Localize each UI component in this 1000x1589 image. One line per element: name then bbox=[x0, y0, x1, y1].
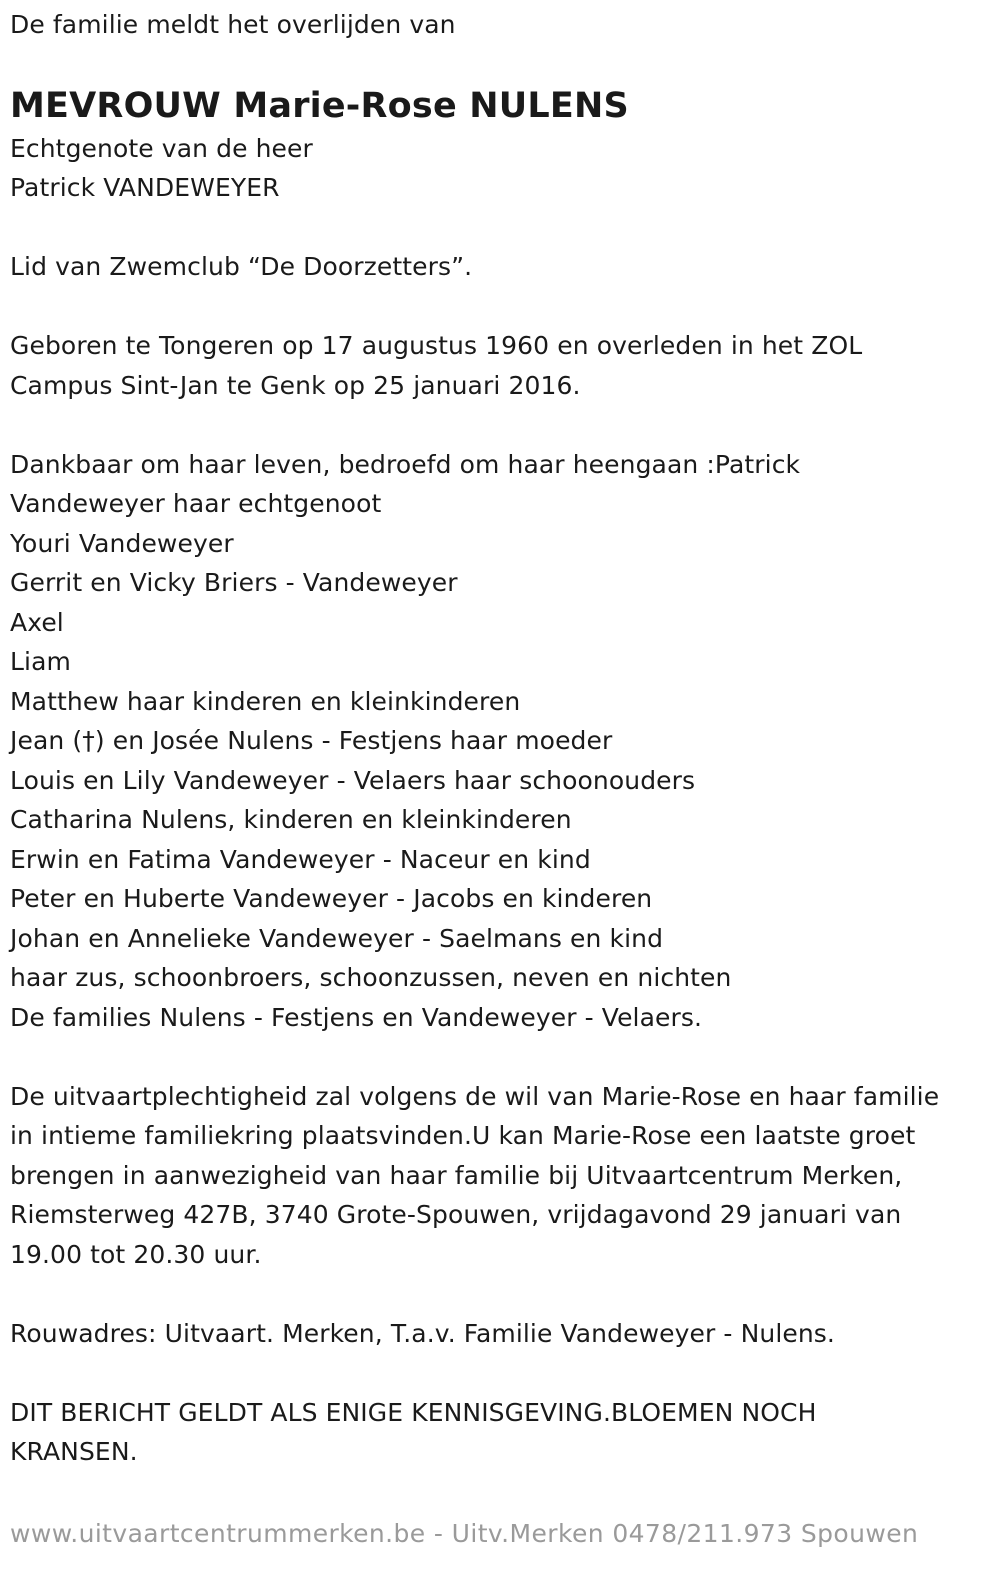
ceremony-line: 19.00 tot 20.30 uur. bbox=[10, 1239, 262, 1269]
mourner-line: De families Nulens - Festjens en Vandeweyer - Velaers. bbox=[10, 1002, 703, 1032]
ceremony-line: Riemsterweg 427B, 3740 Grote-Spouwen, vrijdagavond 29 januari van bbox=[10, 1200, 902, 1229]
spacer bbox=[10, 208, 995, 248]
spouse-line: Echtgenote van de heer bbox=[10, 133, 313, 163]
mourner-line: Johan en Annelieke Vandeweyer - Saelmans en kind bbox=[10, 923, 664, 953]
mourner-line: Youri Vandeweyer bbox=[10, 528, 234, 558]
spouse-name: Patrick VANDEWEYER bbox=[10, 173, 280, 202]
mourner-line: Erwin en Fatima Vandeweyer - Naceur en kind bbox=[10, 844, 591, 874]
mourning-address: Rouwadres: Uitvaart. Merken, T.a.v. Familie Vandeweyer - Nulens. bbox=[10, 1318, 835, 1348]
spacer bbox=[10, 287, 995, 327]
mourner-line: Vandeweyer haar echtgenoot bbox=[10, 489, 382, 518]
mourner-line: haar zus, schoonbroers, schoonzussen, neven en nichten bbox=[10, 963, 732, 992]
spacer bbox=[10, 405, 995, 445]
ceremony-line: in intieme familiekring plaatsvinden.U kan Marie-Rose een laatste groet bbox=[10, 1121, 916, 1150]
footer-credit: www.uitvaartcentrummerken.be - Uitv.Merken 0478/211.973 Spouwen bbox=[10, 1519, 919, 1548]
closing-line: DIT BERICHT GELDT ALS ENIGE KENNISGEVING.BLOEMEN NOCH bbox=[10, 1397, 817, 1427]
obituary-notice bbox=[10, 0, 995, 1472]
mourner-line: Peter en Huberte Vandeweyer - Jacobs en kinderen bbox=[10, 884, 653, 913]
ceremony-line: De uitvaartplechtigheid zal volgens de wil van Marie-Rose en haar familie bbox=[10, 1081, 940, 1111]
spacer bbox=[10, 1353, 995, 1393]
mourner-line: Dankbaar om haar leven, bedroefd om haar heengaan :Patrick bbox=[10, 449, 801, 479]
spacer bbox=[10, 1037, 995, 1077]
birth-death-line: Campus Sint-Jan te Genk op 25 januari 2016. bbox=[10, 370, 581, 400]
mourner-line: Matthew haar kinderen en kleinkinderen bbox=[10, 686, 521, 716]
mourner-line: Louis en Lily Vandeweyer - Velaers haar schoonouders bbox=[10, 765, 696, 795]
spacer bbox=[10, 1274, 995, 1314]
mourner-line: Jean (†) en Josée Nulens - Festjens haar moeder bbox=[10, 726, 613, 755]
membership-text: Lid van Zwemclub “De Doorzetters”. bbox=[10, 252, 473, 281]
closing-line: KRANSEN. bbox=[10, 1437, 138, 1466]
birth-death-line: Geboren te Tongeren op 17 augustus 1960 en overleden in het ZOL bbox=[10, 331, 863, 360]
mourner-line: Gerrit en Vicky Briers - Vandeweyer bbox=[10, 568, 458, 597]
deceased-name: MEVROUW Marie-Rose NULENS bbox=[10, 85, 629, 126]
mourner-line: Liam bbox=[10, 647, 71, 676]
ceremony-line: brengen in aanwezigheid van haar familie bij Uitvaartcentrum Merken, bbox=[10, 1160, 903, 1190]
intro-text: De familie meldt het overlijden van bbox=[10, 10, 456, 39]
mourner-line: Axel bbox=[10, 607, 64, 637]
mourner-line: Catharina Nulens, kinderen en kleinkinderen bbox=[10, 805, 572, 834]
